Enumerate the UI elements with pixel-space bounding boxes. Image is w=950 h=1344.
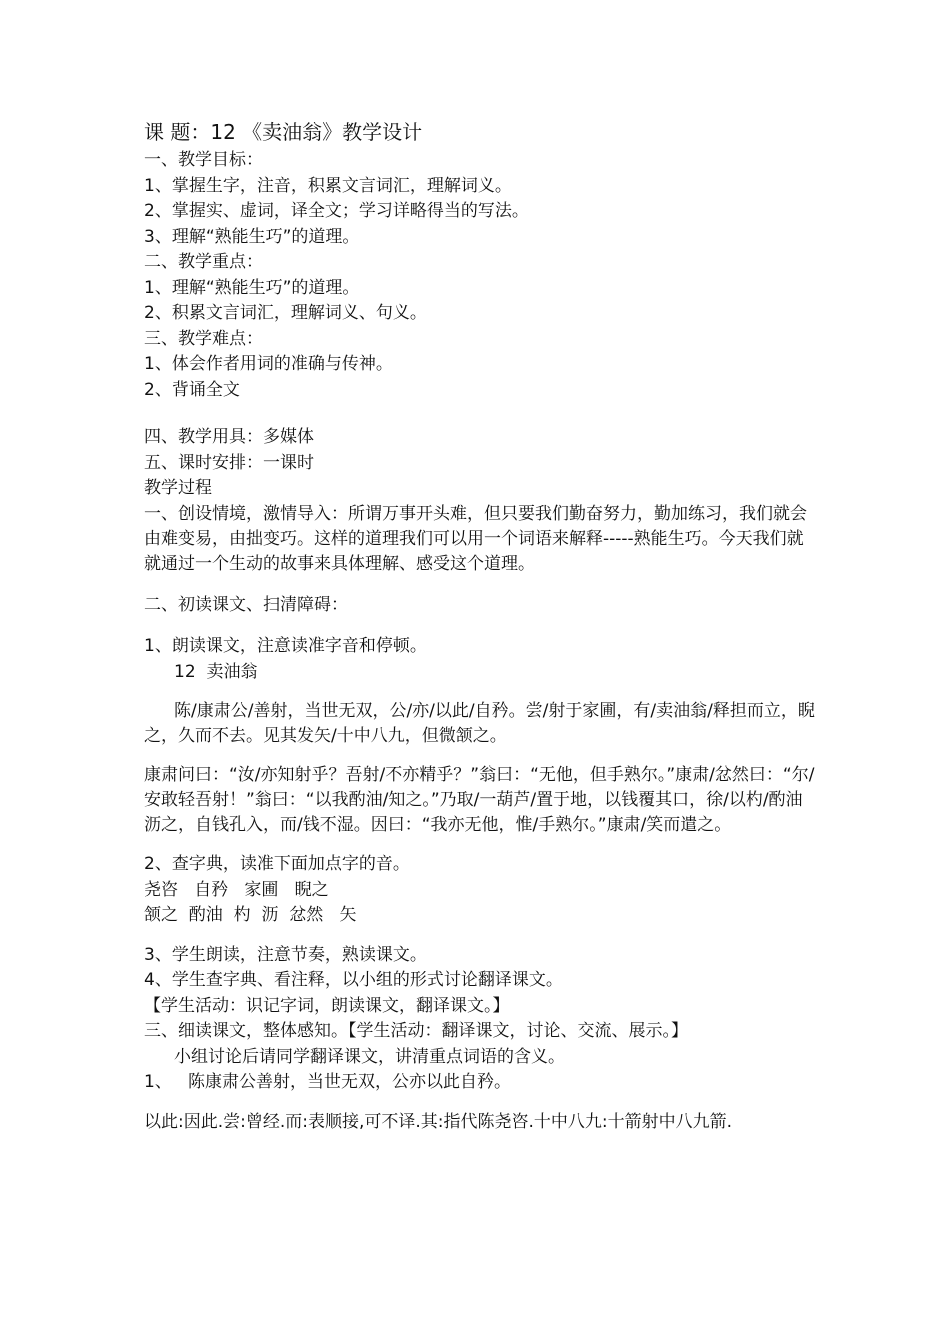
pronunciation-words: 尧咨 自矜 家圃 睨之	[144, 879, 329, 900]
tools-line: 四、教学用具：多媒体	[144, 427, 314, 447]
goal-item: 3、理解“熟能生巧”的道理。	[144, 226, 360, 247]
lesson-title: 课 题：12 《卖油翁》教学设计	[144, 120, 423, 144]
goal-item: 1、掌握生字，注音，积累文言词汇，理解词义。	[144, 175, 512, 196]
spacer	[144, 929, 816, 943]
spacer	[144, 685, 816, 699]
schedule-line: 五、课时安排：一课时	[144, 452, 314, 473]
spacer	[144, 838, 816, 852]
spacer	[144, 403, 816, 425]
process-heading: 教学过程	[144, 478, 212, 498]
sentence-item-1: 1、 陈康肃公善射，当世无双，公亦以此自矜。	[144, 1072, 512, 1092]
key-points-heading: 二、教学重点：	[144, 252, 263, 272]
intro-paragraph: 一、创设情境，激情导入：所谓万事开头难，但只要我们勤奋努力，勤加练习，我们就会由难变易，由拙变巧。这样的道理我们可以用一个词语来解释-----熟能生巧。今天我们就就通过一个生动的故事来具体理解、感受这个道理。	[144, 503, 807, 574]
spacer	[144, 749, 816, 763]
document-page	[144, 118, 816, 1135]
difficulty-item: 1、体会作者用词的准确与传神。	[144, 354, 393, 374]
step2-heading: 二、初读课文、扫清障碍：	[144, 594, 348, 615]
classical-text-paragraph-1: 陈/康肃公/善射，当世无双，公/亦/以此/自矜。尝/射于家圃，有/卖油翁/释担而立，睨之，久而不去。见其发矢/十中八九，但微颔之。	[144, 701, 815, 746]
key-point-item: 2、积累文言词汇，理解词义、句义。	[144, 303, 427, 323]
glossary-line: 以此:因此.尝:曾经.而:表顺接,可不译.其:指代陈尧咨.十中八九:十箭射中八九箭.	[144, 1111, 733, 1132]
key-point-item: 1、理解“熟能生巧”的道理。	[144, 277, 360, 298]
difficulties-heading: 三、教学难点：	[144, 328, 263, 349]
step2-item-4: 4、学生查字典、看注释，以小组的形式讨论翻译课文。	[144, 970, 563, 990]
classical-text-paragraph-2: 康肃问曰：“汝/亦知射乎？吾射/不亦精乎？”翁曰：“无他，但手熟尔。”康肃/忿然曰：“尔/安敢轻吾射！”翁曰：“以我酌油/知之。”乃取/一葫芦/置于地，以钱覆其口，徐/以杓/酌油沥之，自钱孔入，而/钱不湿。因曰：“我亦无他，惟/手熟尔。”康肃/笑而遣之。	[144, 765, 815, 835]
spacer	[144, 1096, 816, 1110]
step2-item-2: 2、查字典，读准下面加点字的音。	[144, 854, 410, 874]
student-activity-note: 【学生活动：识记字词，朗读课文，翻译课文。】	[144, 995, 510, 1016]
pronunciation-words: 颔之 酌油 杓 沥 忿然 矢	[144, 905, 357, 925]
goals-heading: 一、教学目标：	[144, 150, 263, 170]
step3-note: 小组讨论后请同学翻译课文，讲清重点词语的含义。	[174, 1046, 565, 1067]
step3-heading: 三、细读课文，整体感知。【学生活动：翻译课文，讨论、交流、展示。】	[144, 1021, 688, 1041]
spacer	[144, 577, 816, 593]
text-title: 12 卖油翁	[174, 661, 258, 682]
spacer	[144, 618, 816, 634]
step2-item-3: 3、学生朗读，注意节奏，熟读课文。	[144, 944, 427, 965]
goal-item: 2、掌握实、虚词，译全文；学习详略得当的写法。	[144, 201, 529, 221]
step2-item-1: 1、朗读课文，注意读准字音和停顿。	[144, 636, 427, 656]
difficulty-item: 2、背诵全文	[144, 379, 240, 400]
